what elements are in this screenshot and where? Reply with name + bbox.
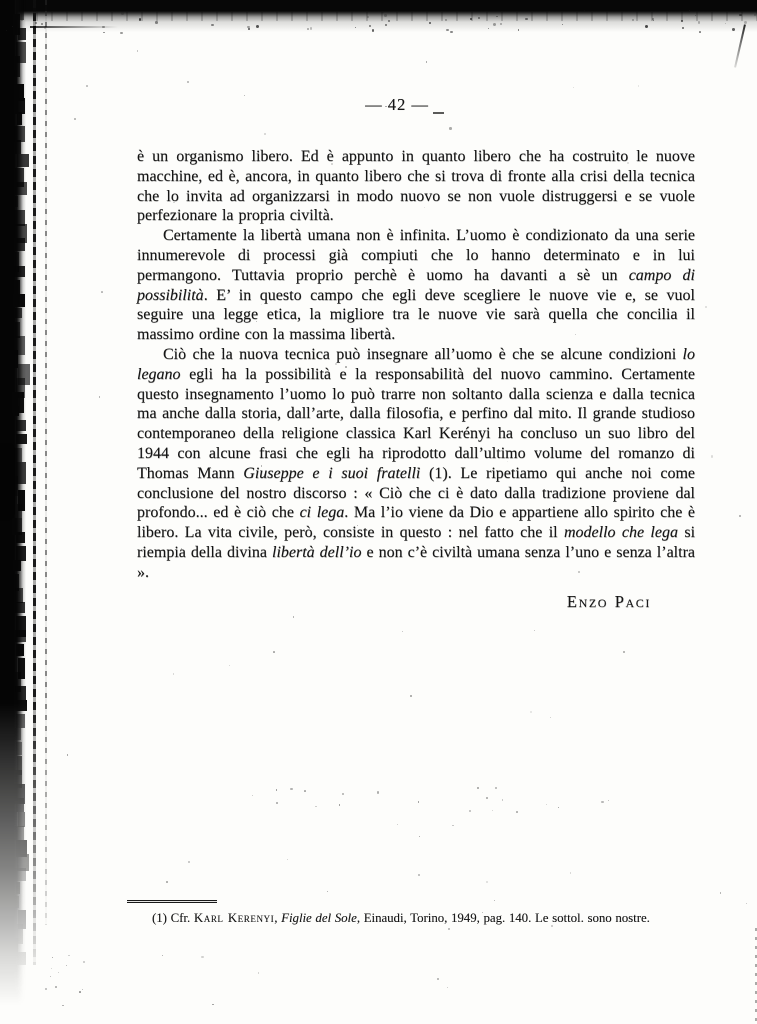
text-segment: (1) Cfr. bbox=[152, 911, 194, 925]
paragraph-2 bbox=[137, 226, 695, 345]
text-segment: si riempia della divina bbox=[137, 524, 696, 561]
text-segment: egli ha la possibilità e la responsabilità del nuovo cammino. Certamente questo insegnamento l’uomo lo può trarre non soltanto dalla scienza e dalla tecnica ma anche dalla storia, dall’arte, dalla filosofia, e perfino dal mito. Il grande studioso contemporaneo della religione classica Karl Kerényi ha concluso un suo libro del 1944 con alcune frasi che egli ha riprodotto dall’ultimo volume del romanzo di Thomas Mann bbox=[137, 365, 695, 482]
text-segment: modello che lega bbox=[563, 524, 678, 542]
text-segment: ci lega bbox=[299, 504, 345, 522]
paragraph-1 bbox=[137, 147, 695, 226]
text-segment: campo di possibilità bbox=[137, 266, 696, 304]
text-segment: Giuseppe e i suoi fratelli bbox=[243, 464, 421, 482]
binding-ink-blotch bbox=[0, 443, 15, 521]
text-segment: è un organismo libero. Ed è appunto in quanto libero che ha costruito le nuove macchine, ed è, ancora, in quanto libero che si trova di fronte alla crisi della tecnica che lo invita ad organizzarsi in modo nuovo se non vuole distruggersi e se vuole perfezionare la propria civiltà. bbox=[137, 148, 695, 225]
scan-top-edge bbox=[0, 0, 757, 32]
text-segment: (1). Le ripetiamo qui anche noi come conclusione del nostro discorso : « Ciò che ci è dato dalla tradizione proviene dal profondo... ed è ciò che bbox=[137, 464, 696, 522]
page-number-header: — 42 — bbox=[365, 95, 429, 114]
text-segment: libertà dell’io bbox=[272, 543, 362, 561]
scan-corner-line bbox=[30, 26, 118, 28]
binding-crease-line bbox=[33, 0, 36, 965]
footnote-block bbox=[126, 900, 692, 927]
footnote-text bbox=[126, 910, 692, 927]
binding-secondary-line bbox=[45, 0, 47, 925]
text-segment: . Ma l’io viene da Dio e appartiene allo spirito che è libero. La vita civile, però, consiste in questo : nel fatto che il bbox=[137, 504, 695, 542]
header-dash-smudge bbox=[433, 112, 444, 114]
text-segment: Figlie del Sole bbox=[281, 911, 357, 925]
text-segment: Certamente la libertà umana non è infinita. L’uomo è condizionato da una serie innumerevole di processi già compiuti che lo hanno determinato e in lui permangono. Tuttavia proprio perchè è uomo ha davanti a sè un bbox=[137, 227, 695, 284]
text-segment: , bbox=[274, 911, 282, 925]
text-segment: Ciò che la nuova tecnica può insegnare all’uomo è che se alcune condizioni bbox=[163, 345, 683, 363]
footnote-rule bbox=[127, 900, 217, 903]
scan-corner-scratch bbox=[734, 24, 746, 67]
paragraph-3 bbox=[137, 345, 695, 583]
text-segment: . E’ in questo campo che egli deve scegliere le nuove vie e, se vuol seguire una legge etica, la migliore tra le nuove vie sarà quella che concilia il massimo ordine con la massima libertà. bbox=[137, 286, 695, 344]
binding-black-core bbox=[0, 0, 26, 1005]
text-segment: e non c’è civiltà umana senza l’uno e senza l’altra ». bbox=[137, 543, 695, 581]
scan-binding-edge bbox=[0, 0, 58, 1005]
body-text-block bbox=[137, 147, 695, 611]
text-segment: lo legano bbox=[137, 345, 695, 383]
text-segment: Karl Kerenyi bbox=[193, 911, 275, 925]
text-segment: , Einaudi, Torino, 1949, pag. 140. Le sottol. sono nostre. bbox=[356, 911, 650, 925]
author-signature: Enzo Paci bbox=[566, 591, 651, 611]
